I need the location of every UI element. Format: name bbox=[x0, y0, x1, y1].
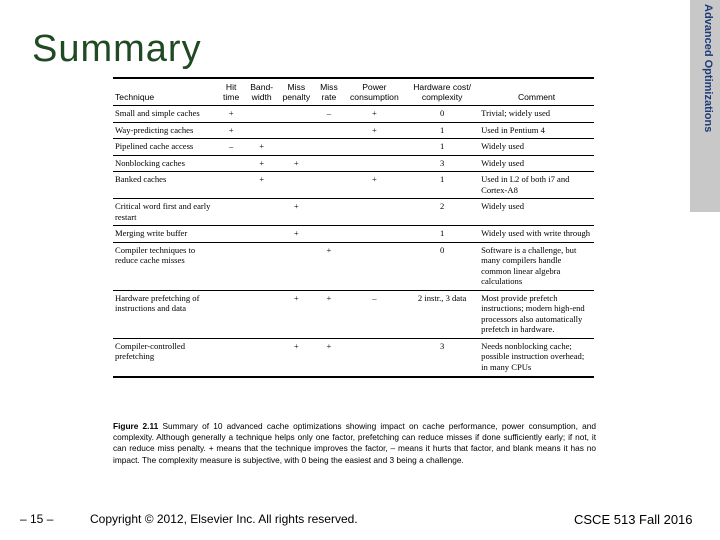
table-cell-technique: Pipelined cache access bbox=[113, 139, 217, 156]
table-cell-mr bbox=[314, 139, 343, 156]
table-cell-comment: Widely used bbox=[479, 155, 594, 172]
table-row bbox=[113, 172, 594, 199]
optimizations-table bbox=[113, 82, 594, 375]
table-cell-comment: Trivial; widely used bbox=[479, 106, 594, 123]
course-label: CSCE 513 Fall 2016 bbox=[574, 512, 693, 527]
table-cell-mp: + bbox=[278, 199, 314, 226]
header-miss-penalty: Miss penalty bbox=[282, 82, 311, 102]
table-cell-power: + bbox=[344, 172, 405, 199]
table-cell-mp: + bbox=[278, 155, 314, 172]
table-cell-hit: + bbox=[217, 122, 245, 139]
table-cell-technique: Critical word first and early restart bbox=[113, 199, 217, 226]
table-cell-power: + bbox=[344, 122, 405, 139]
table-row bbox=[113, 226, 594, 243]
figure-caption bbox=[113, 421, 596, 466]
table-cell-mp: + bbox=[278, 290, 314, 338]
table-cell-comment: Most provide prefetch instructions; modern high-end processors also automatically prefetch in hardware. bbox=[479, 290, 594, 338]
table-cell-mr bbox=[314, 155, 343, 172]
caption-text: Summary of 10 advanced cache optimizations showing impact on cache performance, power consumption, and complexity. Although generally a technique helps only one factor, prefetching can reduce misses if done sufficiently early; if not, it can reduce miss penalty. + means that the technique improves the factor, – means it hurts that factor, and blank means it has no impact. The complexity measure is subjective, with 0 being the easiest and 3 being a challenge. bbox=[113, 421, 596, 465]
table-cell-technique: Compiler techniques to reduce cache misses bbox=[113, 242, 217, 290]
header-miss-rate: Miss rate bbox=[320, 82, 338, 102]
table-cell-comment: Widely used bbox=[479, 199, 594, 226]
table-cell-cost: 0 bbox=[405, 106, 479, 123]
table-cell-hit bbox=[217, 226, 245, 243]
table-cell-technique: Way-predicting caches bbox=[113, 122, 217, 139]
table-cell-cost: 1 bbox=[405, 139, 479, 156]
table-cell-technique: Compiler-controlled prefetching bbox=[113, 338, 217, 375]
header-comment: Comment bbox=[517, 92, 556, 102]
table-cell-bw bbox=[245, 199, 279, 226]
header-hardware-cost: Hardware cost/ complexity bbox=[413, 82, 471, 102]
table-cell-cost: 2 bbox=[405, 199, 479, 226]
table-cell-bw bbox=[245, 106, 279, 123]
table-cell-comment: Needs nonblocking cache; possible instruction overhead; in many CPUs bbox=[479, 338, 594, 375]
table-cell-mr bbox=[314, 172, 343, 199]
table-cell-mr: + bbox=[314, 242, 343, 290]
table-cell-comment: Widely used bbox=[479, 139, 594, 156]
table-cell-technique: Nonblocking caches bbox=[113, 155, 217, 172]
table-cell-mr bbox=[314, 199, 343, 226]
table-cell-cost: 1 bbox=[405, 172, 479, 199]
table-row bbox=[113, 155, 594, 172]
table-cell-power bbox=[344, 139, 405, 156]
table-cell-mp: + bbox=[278, 338, 314, 375]
sidebar-label: Advanced Optimizations bbox=[702, 4, 714, 133]
table-cell-technique: Small and simple caches bbox=[113, 106, 217, 123]
table-cell-hit bbox=[217, 155, 245, 172]
table-cell-technique: Hardware prefetching of instructions and data bbox=[113, 290, 217, 338]
table-bottom-rule bbox=[113, 376, 594, 378]
table-cell-technique: Banked caches bbox=[113, 172, 217, 199]
table-cell-cost: 1 bbox=[405, 226, 479, 243]
copyright-notice: Copyright © 2012, Elsevier Inc. All rights reserved. bbox=[90, 512, 358, 526]
table-cell-bw bbox=[245, 226, 279, 243]
table-cell-cost: 1 bbox=[405, 122, 479, 139]
table-cell-comment: Software is a challenge, but many compilers handle common linear algebra calculations bbox=[479, 242, 594, 290]
table-header-row bbox=[113, 82, 594, 106]
table-cell-comment: Used in Pentium 4 bbox=[479, 122, 594, 139]
table-cell-hit bbox=[217, 172, 245, 199]
table-cell-hit bbox=[217, 199, 245, 226]
page-title: Summary bbox=[32, 28, 202, 70]
table-row bbox=[113, 199, 594, 226]
table-cell-cost: 0 bbox=[405, 242, 479, 290]
table-cell-power: + bbox=[344, 106, 405, 123]
table-cell-mp bbox=[278, 172, 314, 199]
table-cell-power bbox=[344, 226, 405, 243]
table-cell-hit: – bbox=[217, 139, 245, 156]
table-row bbox=[113, 242, 594, 290]
table-cell-mr bbox=[314, 226, 343, 243]
table-row bbox=[113, 106, 594, 123]
table-cell-bw bbox=[245, 122, 279, 139]
table-cell-cost: 3 bbox=[405, 338, 479, 375]
table-cell-bw bbox=[245, 290, 279, 338]
table-top-rule bbox=[113, 77, 594, 79]
table-cell-power bbox=[344, 155, 405, 172]
table-cell-hit: + bbox=[217, 106, 245, 123]
table-cell-cost: 2 instr., 3 data bbox=[405, 290, 479, 338]
table-cell-cost: 3 bbox=[405, 155, 479, 172]
table-cell-technique: Merging write buffer bbox=[113, 226, 217, 243]
header-power: Power consumption bbox=[350, 82, 399, 102]
table-row bbox=[113, 290, 594, 338]
caption-label: Figure 2.11 bbox=[113, 421, 159, 431]
table-row bbox=[113, 139, 594, 156]
header-bandwidth: Band- width bbox=[250, 82, 274, 102]
table-cell-power bbox=[344, 338, 405, 375]
table-cell-bw: + bbox=[245, 155, 279, 172]
table-cell-mp bbox=[278, 139, 314, 156]
table-cell-hit bbox=[217, 338, 245, 375]
table-cell-bw bbox=[245, 242, 279, 290]
header-technique: Technique bbox=[115, 92, 155, 102]
table-cell-hit bbox=[217, 290, 245, 338]
table-row bbox=[113, 338, 594, 375]
table-body bbox=[113, 106, 594, 376]
table-cell-mp: + bbox=[278, 226, 314, 243]
table-cell-mr: – bbox=[314, 106, 343, 123]
table-cell-mr: + bbox=[314, 338, 343, 375]
table-cell-bw: + bbox=[245, 139, 279, 156]
table-cell-power bbox=[344, 199, 405, 226]
table-cell-mp bbox=[278, 242, 314, 290]
table-cell-mr bbox=[314, 122, 343, 139]
table-cell-comment: Used in L2 of both i7 and Cortex-A8 bbox=[479, 172, 594, 199]
table-cell-power: – bbox=[344, 290, 405, 338]
table-cell-hit bbox=[217, 242, 245, 290]
table-cell-bw bbox=[245, 338, 279, 375]
table-row bbox=[113, 122, 594, 139]
table-cell-mp bbox=[278, 106, 314, 123]
table-cell-comment: Widely used with write through bbox=[479, 226, 594, 243]
table-cell-mr: + bbox=[314, 290, 343, 338]
table-cell-mp bbox=[278, 122, 314, 139]
table-cell-bw: + bbox=[245, 172, 279, 199]
page-number: – 15 – bbox=[20, 512, 54, 526]
table-cell-power bbox=[344, 242, 405, 290]
header-hit-time: Hit time bbox=[222, 82, 240, 102]
